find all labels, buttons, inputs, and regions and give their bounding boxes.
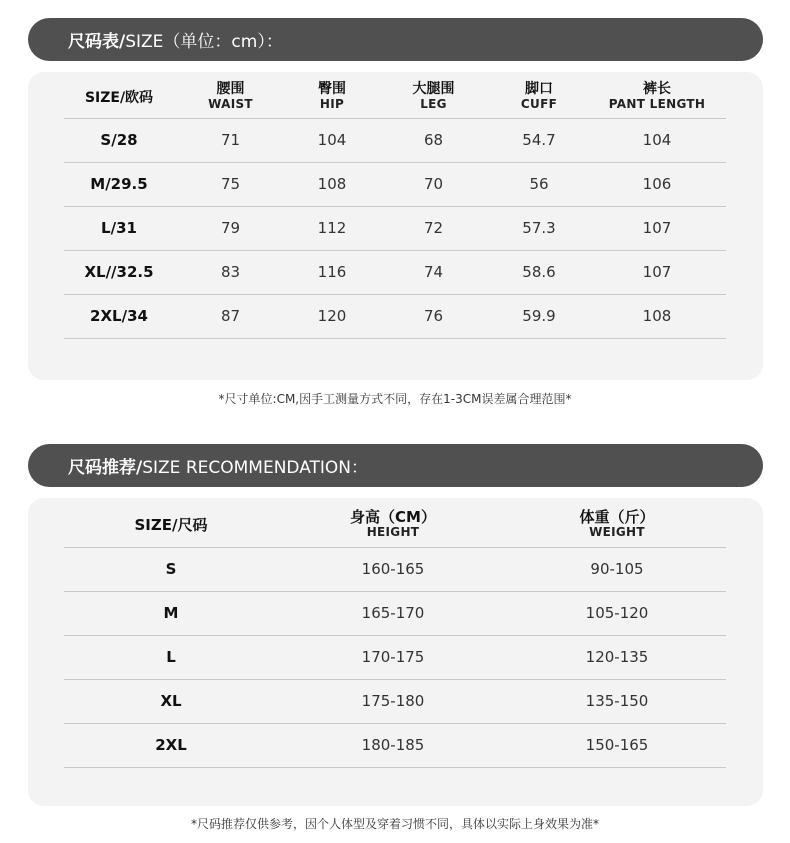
table-cell: 107 [642, 219, 672, 237]
table-cell: 107 [642, 263, 672, 281]
table-cell: 120-135 [585, 648, 649, 666]
header-size: SIZE/尺码 [134, 516, 208, 535]
table-cell: 74 [423, 263, 444, 281]
table-cell: 87 [220, 307, 241, 325]
table-cell: 75 [220, 175, 241, 193]
table-cell: XL//32.5 [84, 263, 154, 281]
header-weight: 体重（斤） WEIGHT [579, 508, 655, 540]
header-leg: 大腿围 LEG [412, 81, 455, 112]
header-pant-length: 裤长 PANT LENGTH [608, 81, 706, 112]
table-row [64, 162, 726, 206]
table-cell: 106 [642, 175, 672, 193]
table-row [64, 206, 726, 250]
table-row [64, 723, 726, 767]
table-cell: 58.6 [522, 263, 556, 281]
header-size: SIZE/欧码 [84, 89, 154, 106]
table-row [64, 591, 726, 635]
table-cell: 54.7 [522, 131, 556, 149]
table-row [64, 118, 726, 162]
table-cell: 135-150 [585, 692, 649, 710]
table-cell: 108 [317, 175, 347, 193]
size-recommendation-banner [28, 444, 763, 487]
table-cell: S [165, 560, 177, 578]
header-cuff: 脚口 CUFF [520, 81, 558, 112]
table-cell: 108 [642, 307, 672, 325]
size-recommendation-table [64, 503, 726, 768]
size-chart-note: *尺寸单位:CM,因手工测量方式不同，存在1-3CM误差属合理范围* [218, 392, 572, 406]
table-cell: 70 [423, 175, 444, 193]
table-cell: 170-175 [361, 648, 425, 666]
table-cell: 105-120 [585, 604, 649, 622]
table-cell: 56 [529, 175, 549, 193]
table-row [64, 547, 726, 591]
table-cell: 104 [317, 131, 347, 149]
table-cell: 68 [423, 131, 444, 149]
table-cell: 90-105 [590, 560, 644, 578]
table-cell: M/29.5 [90, 175, 148, 193]
table-cell: 57.3 [522, 219, 556, 237]
table-cell: M [163, 604, 179, 622]
size-chart-table [64, 76, 726, 339]
size-recommendation-note: *尺码推荐仅供参考，因个人体型及穿着习惯不同，具体以实际上身效果为准* [190, 817, 599, 831]
table-cell: S/28 [100, 131, 138, 149]
table-cell: L [166, 648, 176, 666]
header-hip: 臀围 HIP [318, 81, 346, 112]
table-cell: 180-185 [361, 736, 425, 754]
table-cell: 2XL [155, 736, 187, 754]
table-cell: 71 [220, 131, 241, 149]
table-cell: 72 [423, 219, 444, 237]
size-recommendation-title-bold: 尺码推荐/ [68, 458, 143, 478]
table-cell: XL [160, 692, 182, 710]
table-cell: 160-165 [361, 560, 425, 578]
table-cell: 76 [423, 307, 444, 325]
table-row [64, 250, 726, 294]
header-height: 身高（CM） HEIGHT [350, 508, 436, 540]
table-cell: 120 [317, 307, 347, 325]
table-cell: 59.9 [522, 307, 556, 325]
size-chart-banner [28, 18, 763, 61]
table-cell: 175-180 [361, 692, 425, 710]
table-row [64, 679, 726, 723]
table-cell: L/31 [101, 219, 137, 237]
table-cell: 116 [317, 263, 347, 281]
size-recommendation-title-rest: SIZE RECOMMENDATION： [142, 458, 369, 478]
size-chart-title-bold: 尺码表/ [68, 32, 126, 52]
table-row [64, 294, 726, 338]
table-row [64, 635, 726, 679]
table-cell: 79 [220, 219, 241, 237]
table-cell: 104 [642, 131, 672, 149]
size-recommendation-header-row [64, 503, 726, 547]
size-chart-title-rest: SIZE（单位：cm）： [125, 32, 283, 52]
table-cell: 150-165 [585, 736, 649, 754]
header-waist: 腰围 WAIST [208, 81, 253, 112]
table-cell: 112 [317, 219, 347, 237]
table-cell: 165-170 [361, 604, 425, 622]
table-cell: 83 [220, 263, 241, 281]
size-chart-header-row [64, 76, 726, 118]
table-cell: 2XL/34 [90, 307, 148, 325]
